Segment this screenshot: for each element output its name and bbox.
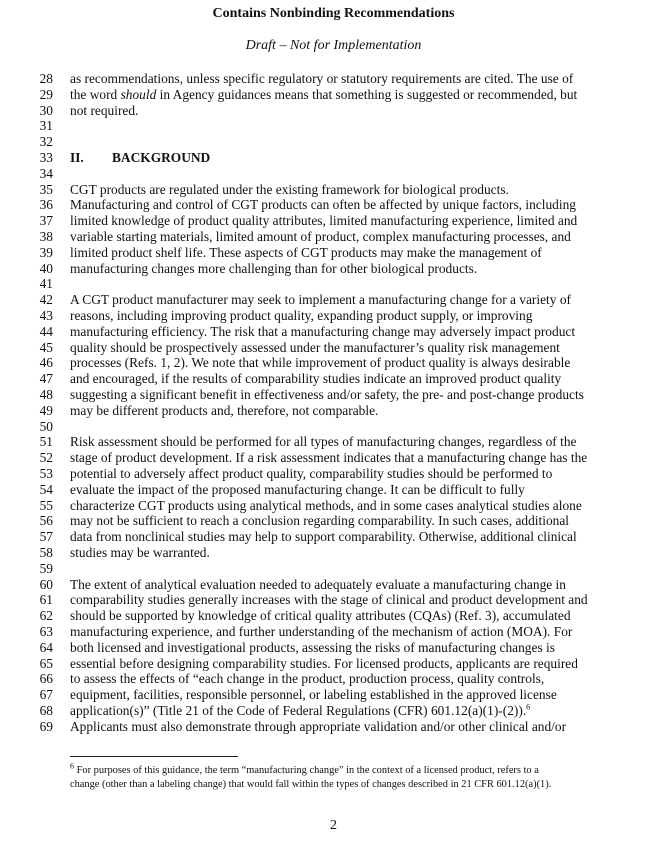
line-number: 44 bbox=[39, 323, 53, 339]
text-line bbox=[0, 608, 667, 624]
line-text bbox=[70, 355, 570, 371]
line-text-content: to assess the effects of “each change in the product, production process, quality controls, bbox=[70, 671, 545, 687]
line-text bbox=[70, 245, 542, 261]
text-line bbox=[0, 387, 667, 403]
line-number: 46 bbox=[39, 355, 53, 371]
line-text-content: manufacturing efficiency. The risk that a manufacturing change may adversely impact product bbox=[70, 323, 576, 339]
footnote-reference[interactable]: 6 bbox=[526, 702, 531, 712]
line-number: 53 bbox=[39, 466, 53, 481]
text-line bbox=[0, 324, 667, 340]
line-text bbox=[70, 308, 532, 324]
line-text bbox=[70, 608, 571, 624]
text-line bbox=[0, 371, 667, 387]
line-number: 40 bbox=[39, 260, 53, 276]
text-line bbox=[0, 687, 667, 703]
line-number: 47 bbox=[39, 371, 53, 387]
line-text-content: The extent of analytical evaluation needed to adequately evaluate a manufacturing change in bbox=[70, 576, 566, 592]
text-line bbox=[0, 245, 667, 261]
line-text bbox=[70, 466, 552, 482]
line-text-content: manufacturing experience, and further understanding of the mechanism of action (MOA). For bbox=[70, 624, 573, 639]
line-text bbox=[70, 498, 582, 514]
text-line bbox=[0, 482, 667, 498]
line-text-content: equipment, facilities, responsible personnel, or labeling established in the approved license bbox=[70, 687, 557, 703]
line-number: 66 bbox=[39, 671, 53, 687]
line-number: 54 bbox=[39, 481, 53, 497]
line-number: 59 bbox=[39, 560, 53, 576]
text-line bbox=[0, 182, 667, 198]
text-line bbox=[0, 513, 667, 529]
line-text bbox=[70, 545, 210, 561]
section-number: II. bbox=[70, 150, 84, 165]
text-line bbox=[0, 577, 667, 593]
line-number: 63 bbox=[39, 624, 53, 639]
line-text bbox=[70, 482, 525, 498]
text-line bbox=[0, 450, 667, 466]
text-line bbox=[0, 403, 667, 419]
page-number: 2 bbox=[330, 818, 337, 833]
footnote-divider bbox=[70, 756, 238, 757]
line-text-segment: the word bbox=[70, 86, 121, 102]
line-text bbox=[70, 671, 544, 687]
line-text-content: not required. bbox=[70, 102, 139, 118]
line-text-content: A CGT product manufacturer may seek to implement a manufacturing change for a variety of bbox=[70, 292, 571, 308]
line-number: 35 bbox=[39, 181, 53, 197]
line-text-content: data from nonclinical studies may help to support comparability. Otherwise, additional clinical bbox=[70, 529, 577, 545]
line-text-content: application(s)” (Title 21 of the Code of Federal Regulations (CFR) 601.12(a)(1)-(2)). bbox=[70, 703, 527, 718]
line-text bbox=[70, 197, 576, 213]
line-text bbox=[70, 529, 577, 545]
line-number: 65 bbox=[39, 655, 53, 671]
line-text bbox=[70, 687, 557, 703]
line-text bbox=[70, 624, 572, 640]
text-line bbox=[0, 703, 667, 719]
line-number: 61 bbox=[39, 592, 53, 608]
line-text-content: as recommendations, unless specific regulatory or statutory requirements are cited. The use of bbox=[70, 71, 574, 86]
text-line bbox=[0, 261, 667, 277]
line-number: 56 bbox=[39, 513, 53, 529]
line-text-content: potential to adversely affect product quality, comparability studies should be performed to bbox=[70, 466, 553, 481]
line-text-content: processes (Refs. 1, 2). We note that while improvement of product quality is always desirable bbox=[70, 355, 571, 371]
line-text-content: essential before designing comparability studies. For licensed products, applicants are required bbox=[70, 655, 578, 671]
text-line bbox=[0, 340, 667, 356]
line-number: 41 bbox=[39, 276, 53, 292]
line-text-content: both licensed and investigational products, assessing the risks of manufacturing changes is bbox=[70, 639, 555, 655]
line-text-content: variable starting materials, limited amount of product, complex manufacturing processes, and bbox=[70, 229, 571, 244]
text-line bbox=[0, 498, 667, 514]
footnote bbox=[70, 761, 630, 792]
line-number: 43 bbox=[39, 308, 53, 323]
footnote-line-2: change (other than a labeling change) that would fall within the types of changes described in 21 CFR 601.12(a)(1). bbox=[70, 779, 552, 790]
text-line bbox=[0, 213, 667, 229]
line-number: 31 bbox=[39, 118, 53, 134]
line-number: 48 bbox=[39, 387, 53, 402]
line-text-content: Manufacturing and control of CGT products can often be affected by unique factors, including bbox=[70, 197, 576, 213]
line-number: 55 bbox=[39, 497, 53, 513]
text-line bbox=[0, 656, 667, 672]
line-text bbox=[70, 371, 561, 387]
document-header-title: Contains Nonbinding Recommendations bbox=[212, 6, 455, 21]
text-line bbox=[0, 276, 667, 292]
line-number: 36 bbox=[39, 197, 53, 213]
line-number: 62 bbox=[39, 608, 53, 624]
line-text-content: may be different products and, therefore, not comparable. bbox=[70, 402, 379, 418]
line-text-content: Risk assessment should be performed for all types of manufacturing changes, regardless of the bbox=[70, 434, 577, 450]
line-text bbox=[70, 87, 577, 103]
line-text-content: stage of product development. If a risk assessment indicates that a manufacturing change has the bbox=[70, 450, 588, 466]
line-number: 37 bbox=[39, 213, 53, 229]
text-line bbox=[0, 545, 667, 561]
line-text bbox=[70, 103, 138, 119]
line-number: 51 bbox=[39, 434, 53, 450]
line-number: 45 bbox=[39, 339, 53, 355]
line-text bbox=[70, 434, 576, 450]
line-text-content: studies may be warranted. bbox=[70, 545, 210, 560]
line-text bbox=[70, 703, 530, 719]
line-text-content: comparability studies generally increases with the stage of clinical and product development and bbox=[70, 592, 588, 608]
line-number: 39 bbox=[39, 244, 53, 260]
text-line bbox=[0, 561, 667, 577]
footnote-line-1 bbox=[70, 761, 630, 778]
line-text bbox=[70, 656, 578, 672]
line-number: 29 bbox=[39, 86, 53, 102]
text-line bbox=[0, 71, 667, 87]
line-number: 32 bbox=[39, 134, 53, 150]
line-text-content: may not be sufficient to reach a conclusion regarding comparability. In such cases, additional bbox=[70, 513, 570, 529]
line-text-content: Applicants must also demonstrate through appropriate validation and/or other clinical and/or bbox=[70, 718, 567, 734]
section-heading: BACKGROUND bbox=[112, 150, 211, 165]
text-line bbox=[0, 292, 667, 308]
line-text bbox=[70, 387, 584, 403]
text-line bbox=[0, 719, 667, 735]
line-text bbox=[70, 592, 588, 608]
line-number: 57 bbox=[39, 529, 53, 545]
line-number: 69 bbox=[39, 718, 53, 734]
line-text-content: limited knowledge of product quality attributes, limited manufacturing experience, limited and bbox=[70, 213, 578, 229]
line-text-content: suggesting a significant benefit in effectiveness and/or safety, the pre- and post-change products bbox=[70, 387, 584, 402]
text-line bbox=[0, 229, 667, 245]
line-text bbox=[70, 324, 575, 340]
line-number: 49 bbox=[39, 402, 53, 418]
text-line bbox=[0, 118, 667, 134]
line-text bbox=[70, 450, 587, 466]
footnote-marker: 6 bbox=[70, 761, 74, 771]
line-text bbox=[70, 340, 560, 356]
line-number: 33 bbox=[39, 150, 53, 165]
line-text bbox=[70, 403, 378, 419]
line-number: 64 bbox=[39, 639, 53, 655]
footnote-text-1: For purposes of this guidance, the term “manufacturing change” in the context of a licensed product, refers to a bbox=[74, 765, 539, 776]
text-line bbox=[0, 671, 667, 687]
line-text-content: characterize CGT products using analytical methods, and in some cases analytical studies alone bbox=[70, 497, 582, 513]
text-line bbox=[0, 592, 667, 608]
document-header-draft-notice: Draft – Not for Implementation bbox=[245, 38, 422, 53]
line-number: 30 bbox=[39, 102, 53, 118]
line-text-content: evaluate the impact of the proposed manufacturing change. It can be difficult to fully bbox=[70, 481, 525, 497]
line-text-segment: in Agency guidances means that something is suggested or recommended, but bbox=[156, 86, 578, 102]
line-text-content: manufacturing changes more challenging than for other biological products. bbox=[70, 260, 478, 276]
text-line bbox=[0, 150, 667, 166]
text-line bbox=[0, 103, 667, 119]
text-line bbox=[0, 308, 667, 324]
text-line bbox=[0, 134, 667, 150]
line-text bbox=[70, 261, 477, 277]
text-line bbox=[0, 166, 667, 182]
line-number: 38 bbox=[39, 229, 53, 244]
line-number: 67 bbox=[39, 687, 53, 703]
line-number: 28 bbox=[39, 71, 53, 86]
line-number: 52 bbox=[39, 450, 53, 466]
text-line bbox=[0, 624, 667, 640]
line-text-content: reasons, including improving product quality, expanding product supply, or improving bbox=[70, 308, 533, 323]
line-text bbox=[70, 292, 571, 308]
line-text bbox=[70, 229, 571, 245]
text-line bbox=[0, 529, 667, 545]
text-line bbox=[0, 419, 667, 435]
line-text-content: quality should be prospectively assessed under the manufacturer’s quality risk management bbox=[70, 339, 560, 355]
line-text-content: limited product shelf life. These aspects of CGT products may make the management of bbox=[70, 244, 542, 260]
text-line bbox=[0, 197, 667, 213]
line-text bbox=[70, 577, 566, 593]
line-text bbox=[70, 719, 566, 735]
line-number: 50 bbox=[39, 418, 53, 434]
line-text bbox=[70, 213, 577, 229]
line-number: 34 bbox=[39, 165, 53, 181]
line-text-content: should be supported by knowledge of critical quality attributes (CQAs) (Ref. 3), accumulated bbox=[70, 608, 571, 624]
line-text bbox=[70, 182, 509, 198]
line-text-content: CGT products are regulated under the existing framework for biological products. bbox=[70, 181, 509, 197]
line-number: 42 bbox=[39, 292, 53, 308]
text-line bbox=[0, 466, 667, 482]
text-line bbox=[0, 434, 667, 450]
line-number: 68 bbox=[39, 703, 53, 718]
line-number: 58 bbox=[39, 545, 53, 560]
line-text bbox=[70, 513, 569, 529]
emphasized-word: should bbox=[120, 86, 157, 102]
line-number: 60 bbox=[39, 576, 53, 592]
line-text-content: and encouraged, if the results of comparability studies indicate an improved product quality bbox=[70, 371, 562, 387]
line-text bbox=[70, 640, 555, 656]
line-text bbox=[70, 71, 573, 87]
text-line bbox=[0, 640, 667, 656]
text-line bbox=[0, 355, 667, 371]
text-line bbox=[0, 87, 667, 103]
